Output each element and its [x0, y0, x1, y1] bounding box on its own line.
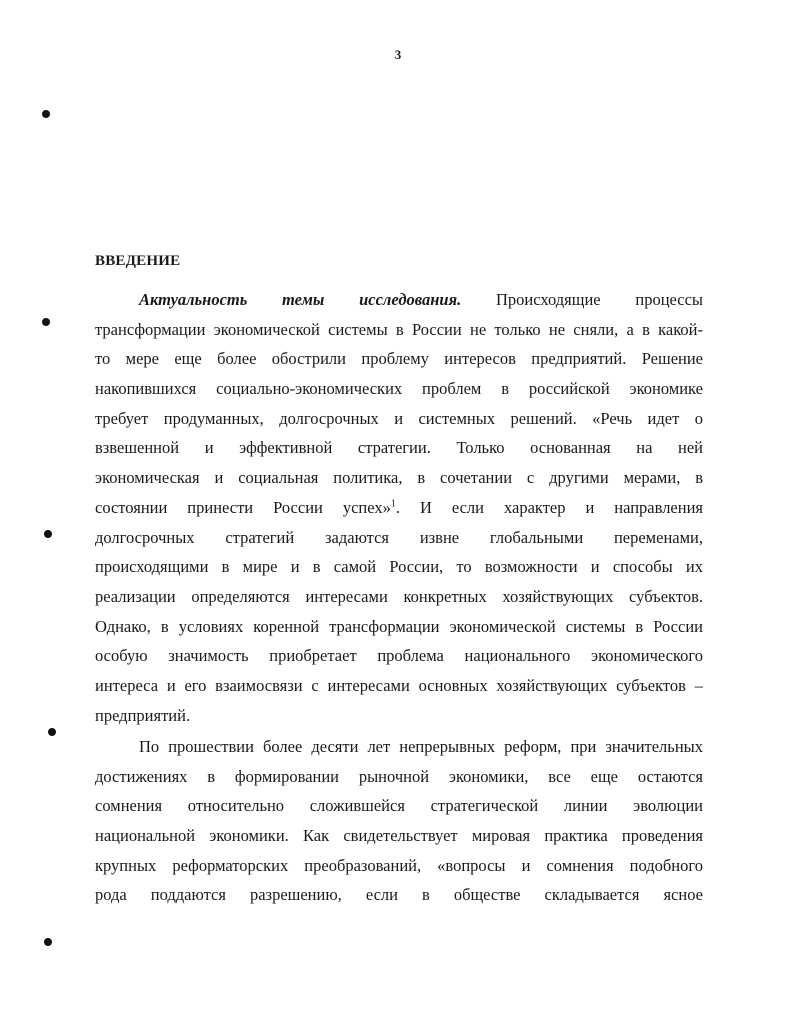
lead-italic: Актуальность темы исследования.: [139, 290, 462, 309]
section-heading: ВВЕДЕНИЕ: [95, 253, 181, 269]
paragraph-line: экономическая и социальная политика, в сочетании с другими мерами, в: [95, 468, 703, 488]
paragraph-line: крупных реформаторских преобразований, «вопросы и сомнения подобного: [95, 855, 703, 875]
paragraph-line: реализации определяются интересами конкретных хозяйствующих субъектов.: [95, 586, 703, 606]
paragraph-line: сомнения относительно сложившейся стратегической линии эволюции: [95, 796, 703, 816]
paragraph-line: достижениях в формировании рыночной экономики, все еще остаются: [95, 766, 703, 786]
paragraph-1: [95, 285, 703, 730]
paragraph-line: взвешенной и эффективной стратегии. Только основанная на ней: [95, 438, 703, 458]
paragraph-line: то мере еще более обострили проблему интересов предприятий. Решение: [95, 349, 703, 369]
binding-hole-4: [48, 728, 56, 736]
paragraph-line: накопившихся социально-экономических проблем в российской экономике: [95, 379, 703, 399]
paragraph-line: трансформации экономической системы в России не только не сняли, а в какой-: [95, 319, 703, 339]
paragraph-line: требует продуманных, долгосрочных и системных решений. «Речь идет о: [95, 408, 703, 428]
paragraph-line: предприятий.: [95, 705, 191, 725]
paragraph-line: особую значимость приобретает проблема национального экономического: [95, 646, 703, 666]
paragraph-line: Актуальность темы исследования. Происходящие процессы: [139, 290, 703, 309]
paragraph-line: Однако, в условиях коренной трансформации экономической системы в России: [95, 616, 703, 636]
paragraph-line: интереса и его взаимосвязи с интересами основных хозяйствующих субъектов –: [95, 675, 703, 695]
paragraph-line: рода поддаются разрешению, если в обществе складывается ясное: [95, 885, 703, 905]
page-number: 3: [394, 47, 402, 62]
paragraph-line: долгосрочных стратегий задаются извне глобальными переменами,: [95, 527, 703, 547]
binding-hole-5: [44, 938, 52, 946]
paragraph-line: состоянии принести России успех»$^1$. И если характер и направления: [95, 497, 703, 517]
paragraph-2: [95, 732, 703, 910]
footnote-mark: 1: [390, 498, 396, 510]
paragraph-line: По прошествии более десяти лет непрерывных реформ, при значительных: [139, 737, 703, 756]
binding-hole-3: [44, 530, 52, 538]
paragraph-line: происходящими в мире и в самой России, то возможности и способы их: [95, 557, 703, 577]
binding-hole-1: [42, 110, 50, 118]
binding-hole-2: [42, 318, 50, 326]
paragraph-line: национальной экономики. Как свидетельствует мировая практика проведения: [95, 826, 703, 846]
